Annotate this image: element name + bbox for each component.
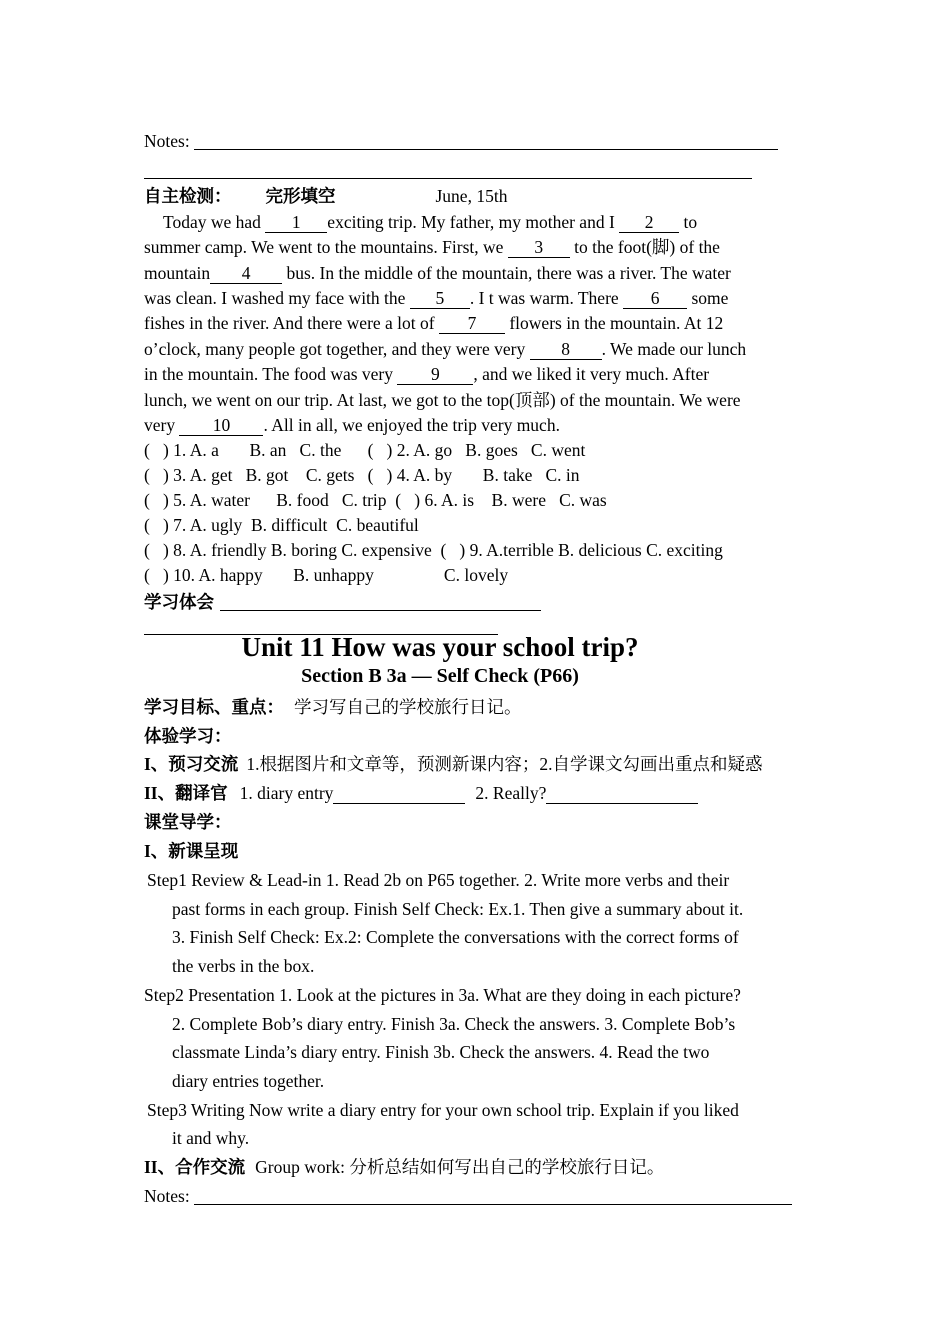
translate-blank-1[interactable]: [333, 785, 465, 804]
translate-blank-2[interactable]: [546, 785, 698, 804]
unit-title: Unit 11 How was your school trip?: [241, 632, 639, 662]
option-row: ( ) 1. A. a B. an C. the ( ) 2. A. go B. goes C. went: [144, 440, 586, 460]
goals-text: 学习写自己的学校旅行日记。: [294, 697, 522, 717]
step2-line: diary entries together.: [172, 1071, 325, 1091]
quiz-heading: 自主检测：: [144, 186, 232, 206]
notes-label-bottom: Notes:: [144, 1186, 190, 1206]
option-row: ( ) 8. A. friendly B. boring C. expensive ( ) 9. A.terrible B. delicious C. exciting: [144, 540, 723, 560]
step2-line: classmate Linda’s diary entry. Finish 3b. Check the answers. 4. Read the two: [172, 1042, 710, 1062]
coop-label: II、合作交流: [144, 1157, 246, 1177]
goals-label: 学习目标、重点：: [144, 697, 284, 717]
translate-row: II、翻译官 1. diary entry 2. Really?: [144, 782, 698, 804]
passage-line: mountain 4 bus. In the middle of the mountain, there was a river. The water: [144, 263, 731, 283]
quiz-heading-row: [144, 185, 507, 207]
quiz-date: June, 15th: [435, 186, 508, 206]
preview-text: 1.根据图片和文章等，预测新课内容；2.自学课文勾画出重点和疑惑: [246, 754, 763, 774]
step1-line: the verbs in the box.: [172, 956, 315, 976]
preview-label: I、预习交流: [144, 754, 239, 774]
translate-label: II、翻译官: [144, 783, 228, 803]
blank-3[interactable]: 3: [508, 237, 570, 258]
notes-answer-line-1[interactable]: [194, 149, 778, 150]
blank-1[interactable]: 1: [265, 212, 327, 233]
passage-line: Today we had 1 exciting trip. My father, my mother and I 2 to: [163, 212, 698, 232]
step1-line: 3. Finish Self Check: Ex.2: Complete the conversations with the correct forms of: [172, 927, 739, 947]
quiz-type: 完形填空: [265, 186, 336, 206]
unit-subtitle: Section B 3a — Self Check (P66): [301, 665, 579, 687]
option-row: ( ) 7. A. ugly B. difficult C. beautiful: [144, 515, 419, 535]
step1-line: Step1 Review & Lead-in 1. Read 2b on P65 together. 2. Write more verbs and their: [147, 870, 730, 890]
reflection-line-1[interactable]: [220, 610, 541, 611]
notes-label-top: Notes:: [144, 131, 190, 151]
passage-line: very 10 . All in all, we enjoyed the trip very much.: [144, 415, 560, 435]
step3-line: Step3 Writing Now write a diary entry for your own school trip. Explain if you liked: [147, 1100, 739, 1120]
blank-9[interactable]: 9: [397, 364, 473, 385]
blank-5[interactable]: 5: [410, 288, 470, 309]
passage-line: o’clock, many people got together, and they were very 8 . We made our lunch: [144, 339, 747, 359]
option-row: ( ) 5. A. water B. food C. trip ( ) 6. A. is B. were C. was: [144, 490, 607, 510]
notes-answer-line-2[interactable]: [144, 178, 752, 179]
option-row: ( ) 3. A. get B. got C. gets ( ) 4. A. by B. take C. in: [144, 465, 580, 485]
blank-2[interactable]: 2: [619, 212, 679, 233]
experience-label: 体验学习：: [144, 726, 232, 746]
preview-row: [144, 753, 763, 775]
blank-4[interactable]: 4: [210, 263, 282, 284]
passage-line: summer camp. We went to the mountains. First, we 3 to the foot(脚) of the: [144, 237, 720, 257]
step3-line: it and why.: [172, 1128, 250, 1148]
reflection-label: 学习体会: [144, 592, 214, 612]
guide-label: 课堂导学：: [144, 812, 232, 832]
goals-row: [144, 696, 522, 718]
newlesson-label: I、新课呈现: [144, 841, 239, 861]
option-row: ( ) 10. A. happy B. unhappy C. lovely: [144, 565, 509, 585]
step2-line: 2. Complete Bob’s diary entry. Finish 3a. Check the answers. 3. Complete Bob’s: [172, 1014, 736, 1034]
blank-6[interactable]: 6: [623, 288, 687, 309]
step2-line: Step2 Presentation 1. Look at the pictures in 3a. What are they doing in each picture?: [144, 985, 741, 1005]
blank-7[interactable]: 7: [439, 313, 505, 334]
coop-row: [144, 1156, 664, 1178]
passage-line: in the mountain. The food was very 9 , and we liked it very much. After: [144, 364, 710, 384]
passage-line: was clean. I washed my face with the 5 . I t was warm. There 6 some: [144, 288, 729, 308]
coop-text: Group work: 分析总结如何写出自己的学校旅行日记。: [255, 1157, 665, 1177]
passage-line: lunch, we went on our trip. At last, we got to the top(顶部) of the mountain. We were: [144, 390, 741, 410]
blank-8[interactable]: 8: [530, 339, 602, 360]
step1-line: past forms in each group. Finish Self Check: Ex.1. Then give a summary about it.: [172, 899, 744, 919]
blank-10[interactable]: 10: [179, 415, 263, 436]
notes-answer-line-bottom[interactable]: [194, 1204, 792, 1205]
passage-line: fishes in the river. And there were a lot of 7 flowers in the mountain. At 12: [144, 313, 724, 333]
